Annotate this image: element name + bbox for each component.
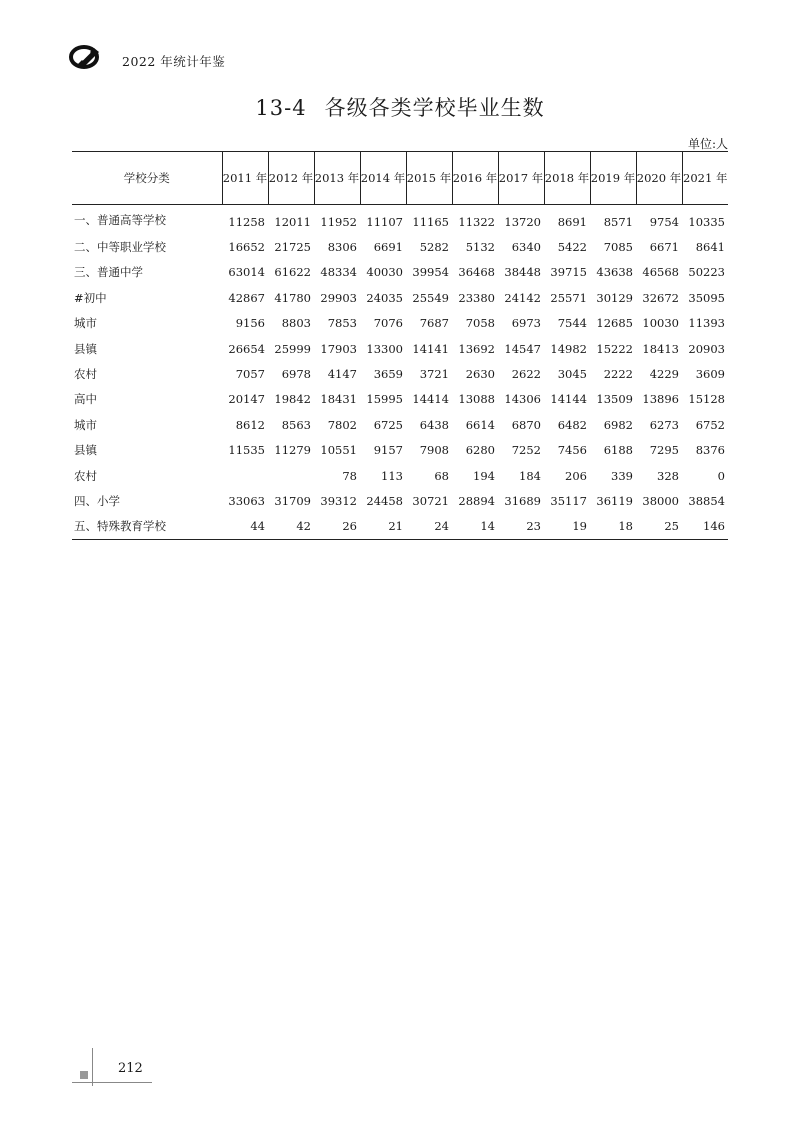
table-cell-value: 6691 — [373, 240, 403, 255]
table-cell-value: 5282 — [419, 240, 449, 255]
table-cell-value: 15222 — [596, 341, 633, 356]
table-cell-value: 13300 — [366, 341, 403, 356]
table-title-text: 各级各类学校毕业生数 — [324, 96, 545, 120]
table-cell-value: 13720 — [504, 214, 541, 229]
table-cell-value: 328 — [657, 468, 679, 483]
row-category-label: 三、普通中学 — [74, 265, 143, 280]
table-cell-value: 35117 — [550, 493, 587, 508]
table-cell-value: 8571 — [603, 214, 633, 229]
table-cell-value: 16652 — [228, 240, 265, 255]
table-cell-value: 7687 — [419, 316, 449, 331]
table-cell-value: 8641 — [695, 240, 725, 255]
table-cell-value: 44 — [250, 519, 265, 534]
table-row — [72, 260, 728, 285]
column-header-year: 2012 年 — [268, 152, 314, 205]
row-category-label: 五、特殊教育学校 — [74, 519, 166, 534]
table-cell-value: 11165 — [412, 214, 449, 229]
table-cell-value: 14144 — [550, 392, 587, 407]
table-cell-value: 68 — [434, 468, 449, 483]
column-header-year: 2018 年 — [544, 152, 590, 205]
table-cell-value: 32672 — [642, 290, 679, 305]
table-title — [0, 92, 800, 122]
row-category-label: 二、中等职业学校 — [74, 240, 166, 255]
table-cell-value: 30721 — [412, 493, 449, 508]
table-cell-value: 13088 — [458, 392, 495, 407]
table-cell-value: 7908 — [419, 443, 449, 458]
graduates-table — [72, 151, 728, 540]
table-cell-value: 39715 — [550, 265, 587, 280]
row-category-label: 农村 — [74, 468, 97, 483]
footer-square-icon — [80, 1071, 88, 1079]
table-cell-value: 2622 — [511, 367, 541, 382]
table-cell-value: 28894 — [458, 493, 495, 508]
table-cell-value: 3721 — [419, 367, 449, 382]
table-cell-value: 7456 — [557, 443, 587, 458]
table-cell-value: 25 — [664, 519, 679, 534]
table-cell-value: 339 — [611, 468, 633, 483]
table-cell-value: 5422 — [557, 240, 587, 255]
table-cell-value: 6671 — [649, 240, 679, 255]
table-cell-value: 38854 — [688, 493, 725, 508]
table-cell-value: 6973 — [511, 316, 541, 331]
table-cell-value: 14414 — [412, 392, 449, 407]
table-cell-value: 17903 — [320, 341, 357, 356]
table-cell-value: 18431 — [320, 392, 357, 407]
table-cell-value: 206 — [565, 468, 587, 483]
table-row — [72, 514, 728, 540]
table-cell-value: 6725 — [373, 417, 403, 432]
table-cell-value: 7544 — [557, 316, 587, 331]
table-row — [72, 463, 728, 488]
column-header-year: 2021 年 — [682, 152, 728, 205]
page-number: 212 — [118, 1061, 143, 1076]
row-category-label: 城市 — [74, 316, 97, 331]
table-cell-value: 9157 — [373, 443, 403, 458]
table-cell-value: 18 — [618, 519, 633, 534]
column-header-year: 2015 年 — [406, 152, 452, 205]
column-header-category: 学校分类 — [72, 152, 222, 205]
table-cell-value: 36468 — [458, 265, 495, 280]
table-cell-value: 12011 — [274, 214, 311, 229]
column-header-year: 2014 年 — [360, 152, 406, 205]
table-cell-value: 8376 — [695, 443, 725, 458]
table-cell-value: 6978 — [281, 367, 311, 382]
table-cell-value: 7295 — [649, 443, 679, 458]
table-cell-value: 38448 — [504, 265, 541, 280]
table-cell-value: 18413 — [642, 341, 679, 356]
table-cell-value: 6340 — [511, 240, 541, 255]
table-cell-value: 113 — [381, 468, 403, 483]
table-cell-value: 11258 — [228, 214, 265, 229]
footer-rule-horizontal — [72, 1082, 152, 1083]
table-cell-value: 9754 — [649, 214, 679, 229]
table-cell-value: 13509 — [596, 392, 633, 407]
row-category-label: 一、普通高等学校 — [74, 212, 166, 227]
table-cell-value: 10335 — [688, 214, 725, 229]
table-cell-value: 6438 — [419, 417, 449, 432]
table-cell-value: 14306 — [504, 392, 541, 407]
table-cell-value: 24035 — [366, 290, 403, 305]
table-cell-value: 7252 — [511, 443, 541, 458]
table-cell-value: 2630 — [465, 367, 495, 382]
table-cell-value: 11107 — [366, 214, 403, 229]
table-cell-value: 8306 — [327, 240, 357, 255]
table-row — [72, 205, 728, 235]
table-cell-value: 25549 — [412, 290, 449, 305]
table-row — [72, 438, 728, 463]
table-cell-value: 5132 — [465, 240, 495, 255]
unit-label: 单位:人 — [687, 137, 728, 151]
table-cell-value: 11279 — [274, 443, 311, 458]
row-category-label: 县镇 — [74, 443, 97, 458]
table-cell-value: 20147 — [228, 392, 265, 407]
table-cell-value: 20903 — [688, 341, 725, 356]
table-cell-value: 26654 — [228, 341, 265, 356]
table-cell-value: 25571 — [550, 290, 587, 305]
table-cell-value: 24 — [434, 519, 449, 534]
column-header-year: 2019 年 — [590, 152, 636, 205]
table-cell-value: 24458 — [366, 493, 403, 508]
table-cell-value: 48334 — [320, 265, 357, 280]
row-category-label: 农村 — [74, 367, 97, 382]
table-cell-value: 6280 — [465, 443, 495, 458]
table-cell-value: 7085 — [603, 240, 633, 255]
row-category-label: 县镇 — [74, 341, 97, 356]
table-cell-value: 146 — [703, 519, 725, 534]
table-header-row — [72, 152, 728, 205]
table-cell-value: 10551 — [320, 443, 357, 458]
row-category-label: 高中 — [74, 392, 97, 407]
table-cell-value: 35095 — [688, 290, 725, 305]
table-cell-value: 39954 — [412, 265, 449, 280]
table-cell-value: 9156 — [235, 316, 265, 331]
table-cell-value: 6273 — [649, 417, 679, 432]
table-cell-value: 6188 — [603, 443, 633, 458]
table-cell-value: 63014 — [228, 265, 265, 280]
table-cell-value: 25999 — [274, 341, 311, 356]
table-row — [72, 234, 728, 259]
book-title: 2022 年统计年鉴 — [122, 54, 226, 69]
table-cell-value: 33063 — [228, 493, 265, 508]
table-cell-value: 29903 — [320, 290, 357, 305]
yearbook-logo-icon — [68, 44, 102, 70]
table-cell-value: 6614 — [465, 417, 495, 432]
table-row — [72, 336, 728, 361]
table-number: 13-4 — [255, 96, 307, 120]
table-cell-value: 15128 — [688, 392, 725, 407]
table-cell-value: 3609 — [695, 367, 725, 382]
table-cell-value: 3045 — [557, 367, 587, 382]
table-cell-value — [222, 463, 268, 488]
table-cell-value: 14 — [480, 519, 495, 534]
table-cell-value: 14982 — [550, 341, 587, 356]
column-header-year: 2020 年 — [636, 152, 682, 205]
column-header-year: 2011 年 — [222, 152, 268, 205]
table-cell-value: 12685 — [596, 316, 633, 331]
table-cell-value: 3659 — [373, 367, 403, 382]
table-cell-value: 42867 — [228, 290, 265, 305]
table-cell-value: 7853 — [327, 316, 357, 331]
table-cell-value: 50223 — [688, 265, 725, 280]
table-cell-value: 4229 — [649, 367, 679, 382]
column-header-year: 2013 年 — [314, 152, 360, 205]
table-cell-value: 7076 — [373, 316, 403, 331]
table-cell-value: 24142 — [504, 290, 541, 305]
table-cell-value: 8691 — [557, 214, 587, 229]
footer-rule-vertical — [92, 1048, 93, 1086]
table-cell-value: 6482 — [557, 417, 587, 432]
table-cell-value: 36119 — [596, 493, 633, 508]
table-cell-value: 13692 — [458, 341, 495, 356]
table-cell-value: 7057 — [235, 367, 265, 382]
table-cell-value: 78 — [342, 468, 357, 483]
table-cell-value: 46568 — [642, 265, 679, 280]
table-cell-value: 4147 — [327, 367, 357, 382]
row-category-label: 城市 — [74, 417, 97, 432]
column-header-year: 2016 年 — [452, 152, 498, 205]
table-cell-value: 194 — [473, 468, 495, 483]
table-cell-value: 19 — [572, 519, 587, 534]
table-cell-value: 2222 — [603, 367, 633, 382]
column-header-year: 2017 年 — [498, 152, 544, 205]
table-cell-value: 11393 — [688, 316, 725, 331]
table-cell-value: 184 — [519, 468, 541, 483]
table-cell-value: 8803 — [281, 316, 311, 331]
table-cell-value: 6982 — [603, 417, 633, 432]
table-cell-value: 23380 — [458, 290, 495, 305]
table-cell-value: 38000 — [642, 493, 679, 508]
table-row — [72, 361, 728, 386]
table-cell-value: 8563 — [281, 417, 311, 432]
row-category-label: 四、小学 — [74, 493, 120, 508]
table-cell-value: 40030 — [366, 265, 403, 280]
table-cell-value: 0 — [717, 468, 725, 483]
table-cell-value: 13896 — [642, 392, 679, 407]
table-cell-value: 6870 — [511, 417, 541, 432]
table-cell-value: 31689 — [504, 493, 541, 508]
table-cell-value: 41780 — [274, 290, 311, 305]
table-cell-value: 11952 — [320, 214, 357, 229]
table-cell-value: 11322 — [458, 214, 495, 229]
table-body — [72, 205, 728, 540]
table-cell-value: 26 — [342, 519, 357, 534]
table-row — [72, 387, 728, 412]
table-cell-value: 15995 — [366, 392, 403, 407]
table-cell-value — [268, 463, 314, 488]
table-cell-value: 7058 — [465, 316, 495, 331]
table-cell-value: 6752 — [695, 417, 725, 432]
table-cell-value: 14547 — [504, 341, 541, 356]
table-row — [72, 488, 728, 513]
table-cell-value: 8612 — [235, 417, 265, 432]
table-cell-value: 23 — [526, 519, 541, 534]
table-cell-value: 21725 — [274, 240, 311, 255]
table-cell-value: 30129 — [596, 290, 633, 305]
row-category-label: #初中 — [74, 290, 107, 305]
table-cell-value: 11535 — [228, 443, 265, 458]
table-row — [72, 311, 728, 336]
table-cell-value: 14141 — [412, 341, 449, 356]
table-cell-value: 10030 — [642, 316, 679, 331]
table-cell-value: 43638 — [596, 265, 633, 280]
table-cell-value: 61622 — [274, 265, 311, 280]
table-cell-value: 42 — [296, 519, 311, 534]
table-row — [72, 412, 728, 437]
table-row — [72, 285, 728, 310]
table-cell-value: 21 — [388, 519, 403, 534]
table-cell-value: 31709 — [274, 493, 311, 508]
table-cell-value: 19842 — [274, 392, 311, 407]
table-cell-value: 39312 — [320, 493, 357, 508]
table-cell-value: 7802 — [327, 417, 357, 432]
